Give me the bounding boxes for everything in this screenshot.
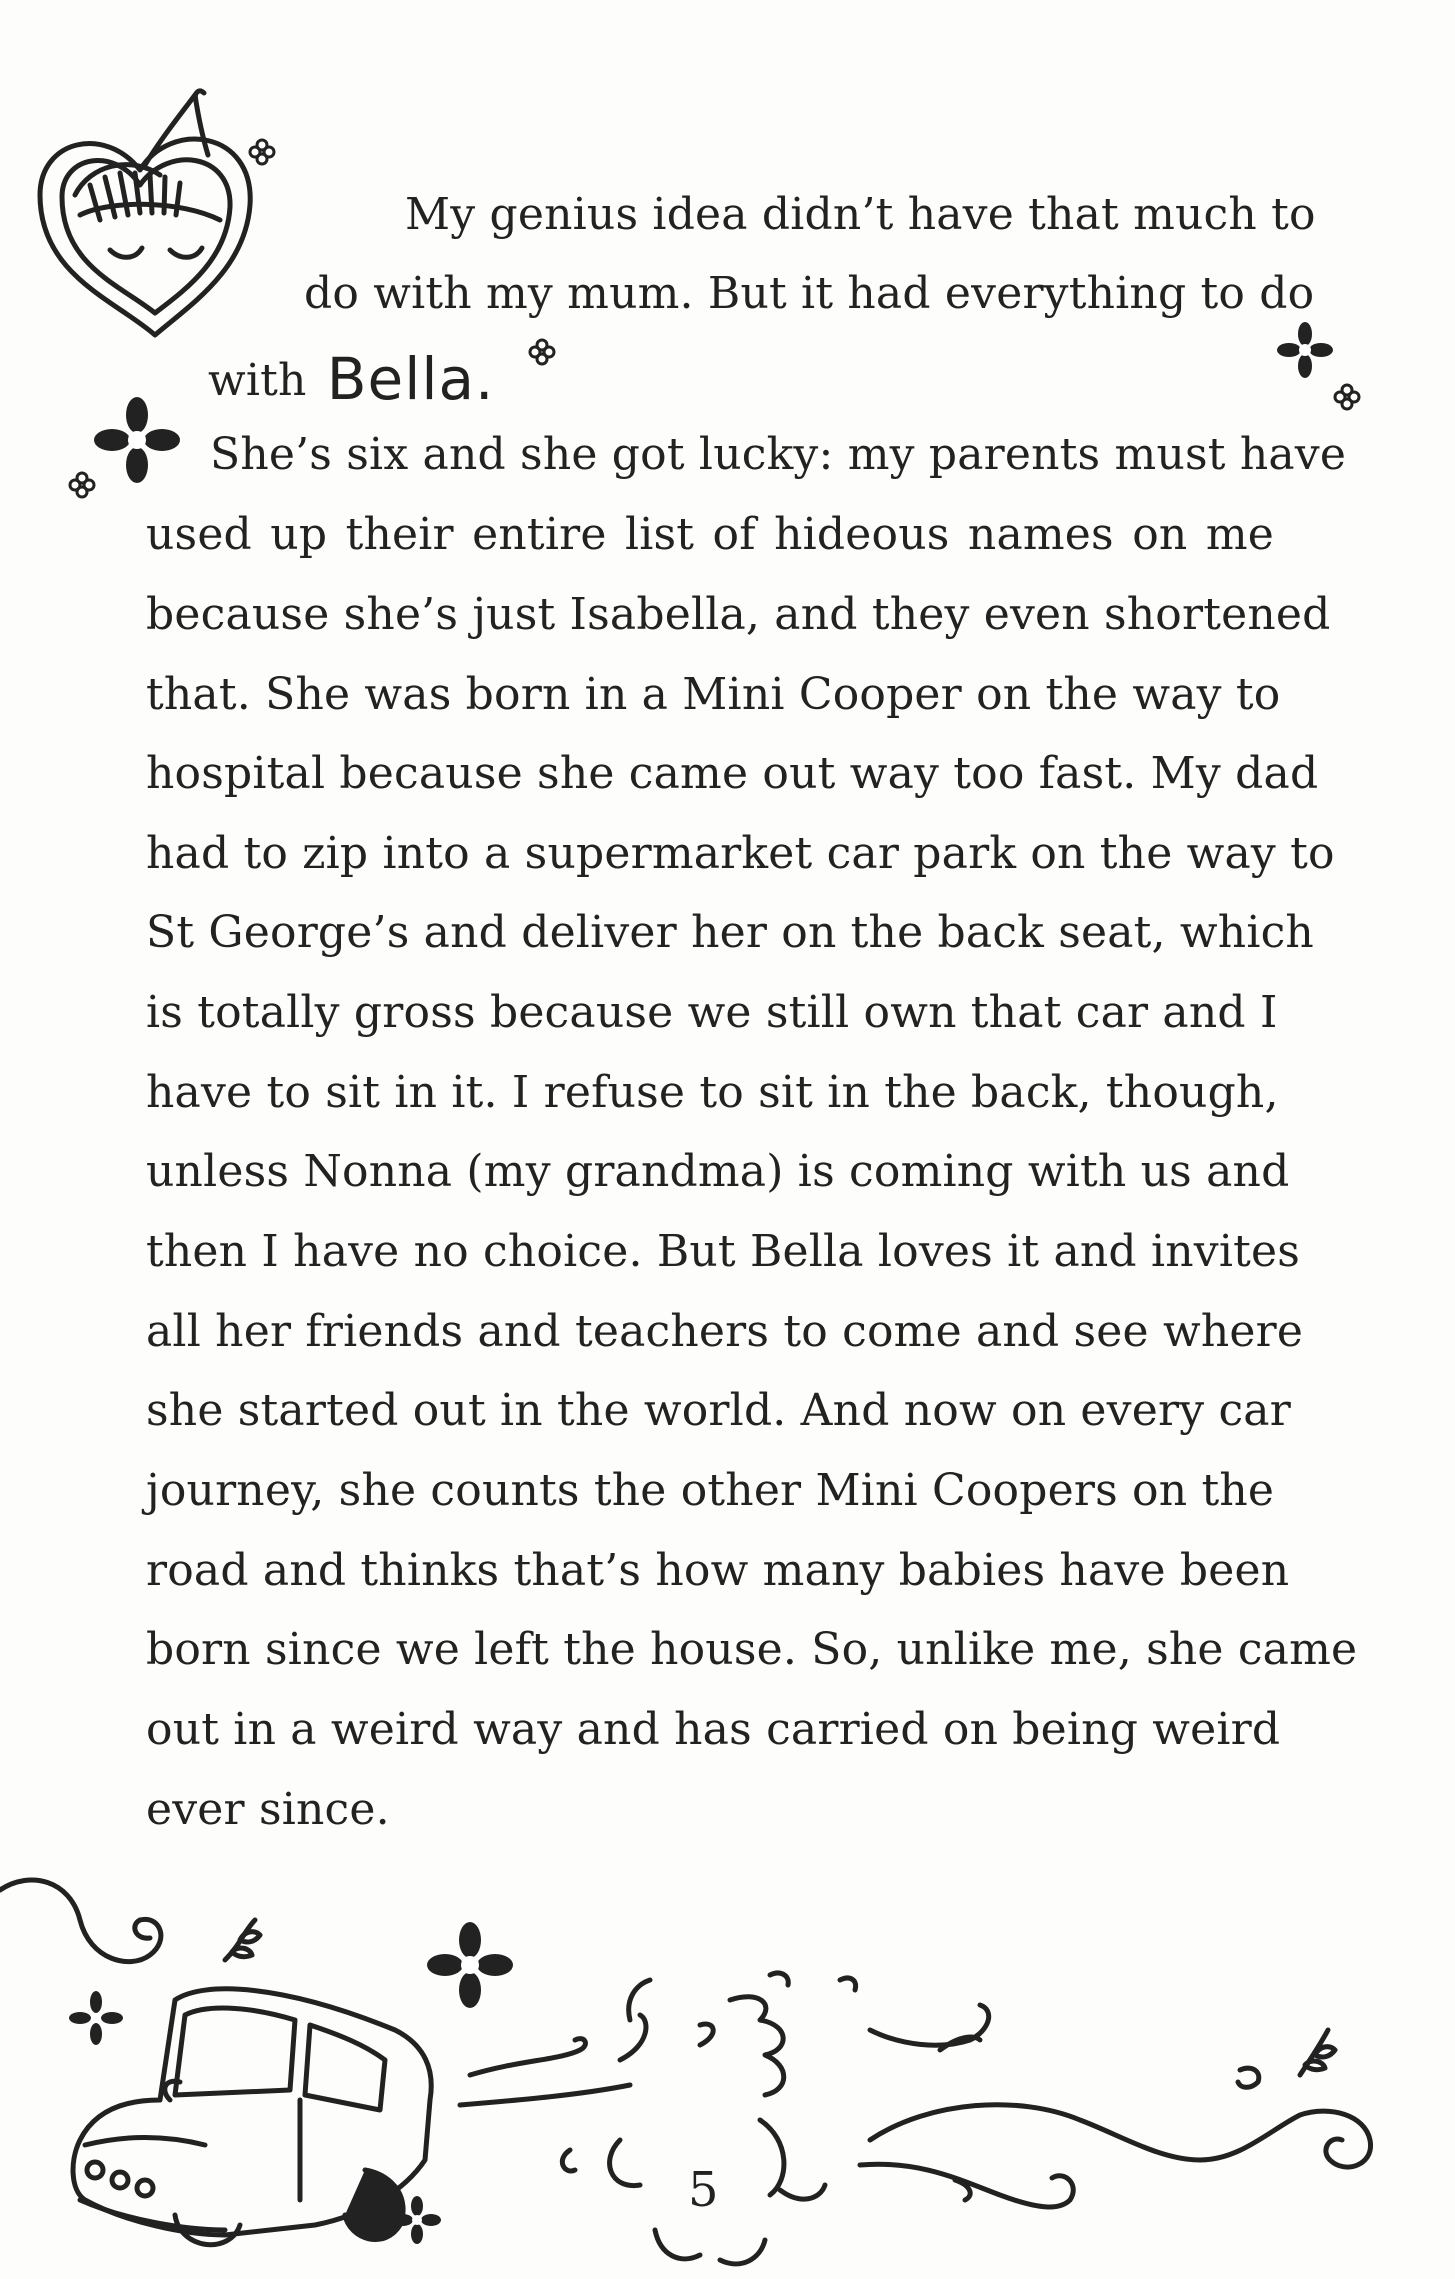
paragraph-line: used up their entire list of hideous names on me (146, 509, 1274, 560)
flower-doodle-icon (425, 1920, 515, 2010)
paragraph-line: journey, she counts the other Mini Coopers on the (146, 1465, 1275, 1516)
small-flower-doodle-icon (245, 135, 279, 169)
paragraph-line: all her friends and teachers to come and see where (146, 1306, 1304, 1357)
small-flower-doodle-icon (65, 468, 99, 502)
paragraph-line: do with my mum. But it had everything to do (304, 268, 1315, 319)
paragraph-line: road and thinks that’s how many babies have been (146, 1545, 1290, 1596)
bella-handwritten-name: Bella. (326, 345, 495, 413)
heart-face-doodle-icon (20, 85, 270, 345)
paragraph-line: that. She was born in a Mini Cooper on the way to (146, 669, 1281, 720)
paragraph-line: hospital because she came out way too fast. My dad (146, 748, 1319, 799)
paragraph-line: She’s six and she got lucky: my parents must have (210, 429, 1347, 480)
small-flower-doodle-icon (525, 335, 559, 369)
paragraph-line: is totally gross because we still own that car and I (146, 987, 1278, 1038)
flower-doodle-icon (68, 1990, 124, 2046)
paragraph-line: out in a weird way and has carried on being weird (146, 1704, 1281, 1755)
paragraph-line: then I have no choice. But Bella loves it and invites (146, 1226, 1301, 1277)
paragraph-line: My genius idea didn’t have that much to (405, 189, 1316, 240)
page-number: 5 (688, 2162, 719, 2218)
flower-doodle-icon (92, 395, 182, 485)
paragraph-line: St George’s and deliver her on the back seat, which (146, 907, 1314, 958)
paragraph-text: with (208, 355, 307, 406)
paragraph-line: unless Nonna (my grandma) is coming with us and (146, 1146, 1290, 1197)
paragraph-line: born since we left the house. So, unlike me, she came (146, 1624, 1358, 1675)
flower-doodle-icon (392, 2195, 442, 2245)
paragraph-line: have to sit in it. I refuse to sit in the back, though, (146, 1067, 1279, 1118)
paragraph-line: she started out in the world. And now on every car (146, 1385, 1291, 1436)
paragraph-line (208, 335, 494, 421)
paragraph-line: had to zip into a supermarket car park on the way to (146, 828, 1335, 879)
paragraph-line: ever since. (146, 1784, 390, 1835)
paragraph-line: because she’s just Isabella, and they even shortened (146, 589, 1331, 640)
small-flower-doodle-icon (1330, 380, 1364, 414)
